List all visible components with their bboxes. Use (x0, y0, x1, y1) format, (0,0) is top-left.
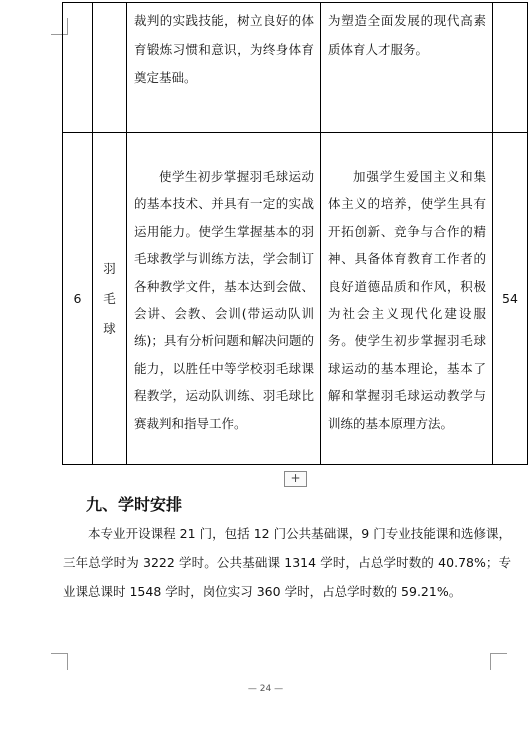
quality-text: 为塑造全面发展的现代高素质体育人才服务。 (328, 13, 486, 57)
course-name-char: 羽 (103, 260, 116, 276)
quality-text: 加强学生爱国主义和集体主义的培养，使学生具有开拓创新、竞争与合作的精神、具备体育教育工作者的良好道德品质和作风，积极为社会主义现代化建设服务。使学生初步掌握羽毛球球运动的基本理论，基本了解和掌握羽毛球运动教学与训练的基本原理方法。 (328, 168, 486, 431)
course-number: 6 (73, 291, 82, 306)
section-title: 九、学时安排 (86, 495, 183, 514)
page-number: — 24 — (247, 684, 284, 694)
page-margin-corner-bottom-right (490, 653, 507, 670)
table-cell-hours (493, 133, 528, 465)
table-cell-number (63, 133, 93, 465)
page-margin-corner-bottom-left (51, 653, 68, 670)
table-cell-name (93, 133, 127, 465)
table-row (63, 133, 528, 465)
table-cell-quality (321, 3, 493, 133)
table-cell-number (63, 3, 93, 133)
table-cell-name (93, 3, 127, 133)
course-name-char: 毛 (103, 290, 116, 306)
table-row (63, 3, 528, 133)
expand-table-button[interactable]: + (284, 471, 307, 487)
course-hours: 54 (502, 291, 518, 306)
course-table (62, 2, 528, 465)
goal-text: 裁判的实践技能，树立良好的体育锻炼习惯和意识，为终身体育奠定基础。 (134, 13, 314, 85)
section-paragraph: 本专业开设课程 21 门，包括 12 门公共基础课，9 门专业技能课和选修课，三年总学时为 3222 学时。公共基础课 1314 学时，占总学时数的 40.78%；专业课总课时 1548 学时，岗位实习 360 学时，占总学时数的 59.21%。 (63, 526, 511, 599)
table-cell-hours (493, 3, 528, 133)
table-cell-goal (127, 133, 321, 465)
goal-text: 使学生初步掌握羽毛球运动的基本技术、并具有一定的实战运用能力。使学生掌握基本的羽毛球教学与训练方法，学会制订各种教学文件，基本达到会做、会讲、会教、会训(带运动队训练)；具有分析问题和解决问题的能力，以胜任中等学校羽毛球课程教学，运动队训练、羽毛球比赛裁判和指导工作。 (134, 168, 314, 431)
table-cell-quality (321, 133, 493, 465)
table-cell-goal (127, 3, 321, 133)
course-name-char: 球 (103, 320, 116, 336)
